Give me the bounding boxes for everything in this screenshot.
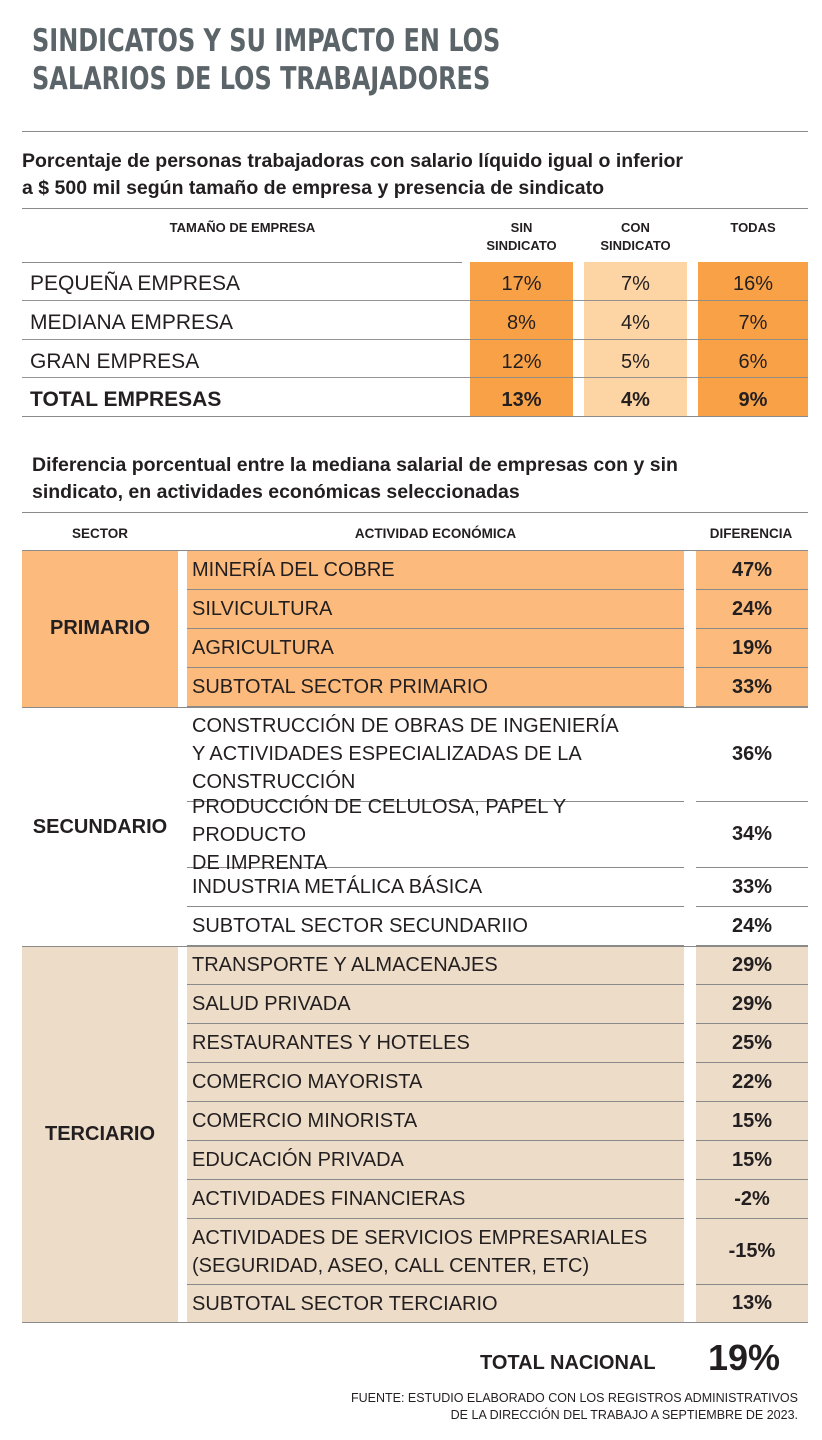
cell-con-mediana: 4% — [621, 312, 650, 334]
difference-value: 33% — [696, 668, 808, 707]
activity-row: SILVICULTURA — [187, 590, 684, 629]
difference-value: 25% — [696, 1024, 808, 1063]
activity-line: CONSTRUCCIÓN — [192, 771, 356, 793]
table1-line — [22, 300, 808, 301]
activity-row — [187, 707, 684, 802]
difference-value: 19% — [696, 629, 808, 668]
difference-value: 24% — [696, 907, 808, 946]
total-nacional-label: TOTAL NACIONAL — [480, 1352, 656, 1374]
source-note — [238, 1390, 798, 1424]
activity-row: TRANSPORTE Y ALMACENAJES — [187, 946, 684, 985]
difference-value: 33% — [696, 868, 808, 907]
table1-subtitle-line-2: a $ 500 mil según tamaño de empresa y presencia de sindicato — [22, 177, 604, 199]
activity-line: Y ACTIVIDADES ESPECIALIZADAS DE LA — [192, 743, 582, 765]
cell-con-pequena: 7% — [621, 273, 650, 295]
cell-con-total: 4% — [621, 389, 650, 411]
sector-divider — [22, 946, 808, 947]
table2-header-sector: SECTOR — [71, 526, 128, 541]
table1-subtitle — [22, 148, 683, 202]
difference-value: 29% — [696, 985, 808, 1024]
difference-value: -2% — [696, 1180, 808, 1219]
table1-header-todas: TODAS — [730, 220, 776, 235]
difference-value: 29% — [696, 946, 808, 985]
difference-column — [696, 551, 808, 1322]
sector-label-terciario: TERCIARIO — [45, 1123, 155, 1145]
table2-subtitle-line-1: Diferencia porcentual entre la mediana salarial de empresas con y sin — [32, 454, 678, 476]
cell-todas-total: 9% — [738, 389, 768, 411]
header-con-line-2: SINDICATO — [600, 238, 671, 253]
table1-header-sin — [470, 219, 573, 255]
table1-line — [22, 339, 808, 340]
table2-header-activity: ACTIVIDAD ECONÓMICA — [354, 526, 517, 541]
total-nacional-value: 19% — [708, 1337, 781, 1378]
table2-top-rule — [22, 512, 808, 513]
activity-row: MINERÍA DEL COBRE — [187, 551, 684, 590]
header-sin-line-2: SINDICATO — [486, 238, 557, 253]
table2-subtitle-line-2: sindicato, en actividades económicas seleccionadas — [32, 481, 520, 503]
table1-header-size: TAMAÑO DE EMPRESA — [169, 220, 316, 235]
row-label-total: TOTAL EMPRESAS — [30, 388, 222, 411]
difference-value: -15% — [696, 1219, 808, 1285]
difference-value: 22% — [696, 1063, 808, 1102]
cell-sin-total: 13% — [501, 389, 542, 411]
difference-value: 13% — [696, 1285, 808, 1322]
cell-todas-gran: 6% — [738, 351, 768, 373]
difference-value: 47% — [696, 551, 808, 590]
table2-bottom-rule — [22, 1322, 808, 1323]
sector-label-primario: PRIMARIO — [50, 617, 150, 639]
row-label-mediana: MEDIANA EMPRESA — [30, 311, 234, 334]
sector-divider — [22, 707, 808, 708]
table2-header-rule — [22, 550, 808, 551]
activity-row: EDUCACIÓN PRIVADA — [187, 1141, 684, 1180]
table2-subtitle — [32, 452, 678, 506]
activity-row — [187, 795, 684, 874]
activity-row: ACTIVIDADES FINANCIERAS — [187, 1180, 684, 1219]
activity-row: SUBTOTAL SECTOR SECUNDARIIO — [187, 907, 684, 946]
cell-sin-mediana: 8% — [507, 312, 536, 334]
activity-line: PRODUCCIÓN DE CELULOSA, PAPEL Y PRODUCTO — [192, 795, 566, 846]
table1-subtitle-line-1: Porcentaje de personas trabajadoras con salario líquido igual o inferior — [22, 150, 684, 172]
table2-header-difference: DIFERENCIA — [709, 526, 793, 541]
header-sin-line-1: SIN — [510, 220, 533, 235]
activity-row: AGRICULTURA — [187, 629, 684, 668]
cell-todas-mediana: 7% — [738, 312, 768, 334]
activity-line: DE IMPRENTA — [192, 851, 328, 874]
title-line-2: SALARIOS DE LOS TRABAJADORES — [32, 61, 491, 97]
sector-secundario — [22, 707, 178, 946]
activity-row: COMERCIO MINORISTA — [187, 1102, 684, 1141]
cell-con-gran: 5% — [621, 351, 650, 373]
difference-value: 24% — [696, 590, 808, 629]
table1-line — [22, 416, 808, 417]
activity-row: RESTAURANTES Y HOTELES — [187, 1024, 684, 1063]
source-line-1: FUENTE: ESTUDIO ELABORADO CON LOS REGISTROS ADMINISTRATIVOS — [350, 1391, 798, 1405]
difference-value: 15% — [696, 1141, 808, 1180]
activity-line: CONSTRUCCIÓN DE OBRAS DE INGENIERÍA — [192, 715, 619, 737]
row-label-pequena: PEQUEÑA EMPRESA — [30, 272, 241, 295]
source-line-2: DE LA DIRECCIÓN DEL TRABAJO A SEPTIEMBRE DE 2023. — [450, 1408, 798, 1422]
page-title — [32, 22, 686, 98]
cell-todas-pequena: 16% — [732, 273, 774, 295]
row-label-gran: GRAN EMPRESA — [30, 350, 200, 373]
cell-sin-pequena: 17% — [501, 273, 542, 295]
difference-value: 34% — [696, 802, 808, 868]
header-con-line-1: CON — [621, 220, 650, 235]
activity-line: (SEGURIDAD, ASEO, CALL CENTER, ETC) — [192, 1254, 590, 1277]
table1-line — [22, 262, 462, 263]
sector-label-secundario: SECUNDARIO — [32, 816, 168, 838]
activity-row — [187, 1219, 684, 1285]
title-divider — [22, 131, 808, 132]
cell-sin-gran: 12% — [501, 351, 542, 373]
table1-header-con — [584, 219, 687, 255]
difference-value: 36% — [696, 707, 808, 802]
difference-value: 15% — [696, 1102, 808, 1141]
sector-terciario — [22, 946, 178, 1322]
activity-column — [187, 551, 684, 1322]
activity-row: SUBTOTAL SECTOR TERCIARIO — [187, 1285, 684, 1322]
sector-primario — [22, 551, 178, 707]
table1-top-rule — [22, 208, 808, 209]
title-line-1: SINDICATOS Y SU IMPACTO EN LOS — [32, 23, 501, 59]
activity-row: SUBTOTAL SECTOR PRIMARIO — [187, 668, 684, 707]
table1-line — [22, 377, 808, 378]
activity-row: INDUSTRIA METÁLICA BÁSICA — [187, 868, 684, 907]
activity-line: ACTIVIDADES DE SERVICIOS EMPRESARIALES — [192, 1226, 648, 1249]
activity-row: SALUD PRIVADA — [187, 985, 684, 1024]
activity-row: COMERCIO MAYORISTA — [187, 1063, 684, 1102]
